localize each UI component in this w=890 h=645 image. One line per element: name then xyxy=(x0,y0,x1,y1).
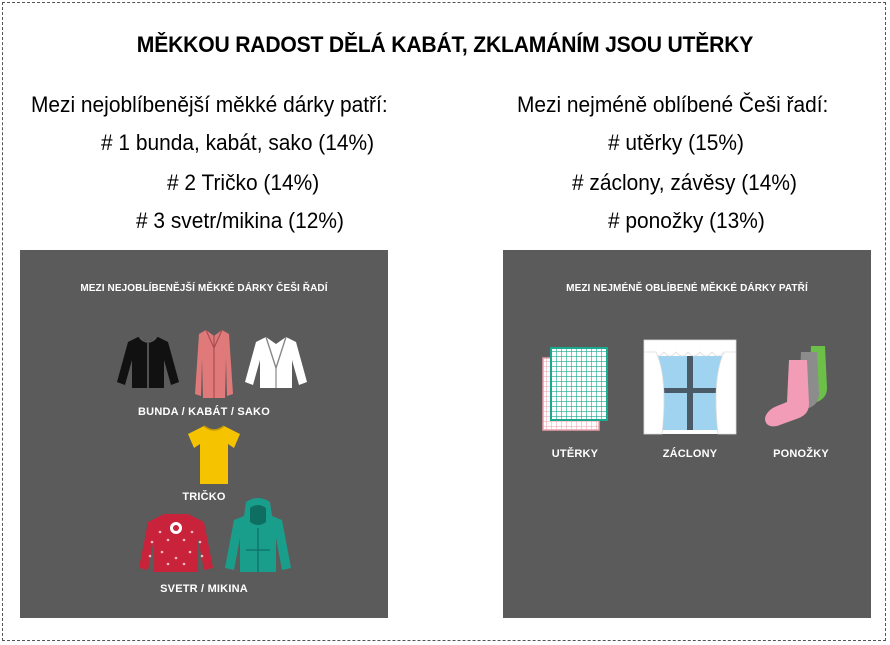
left-heading: Mezi nejoblíbenější měkké dárky patří: xyxy=(31,92,388,117)
right-item-1: # utěrky (15%) xyxy=(608,130,744,155)
right-heading: Mezi nejméně oblíbené Češi řadí: xyxy=(517,92,829,117)
jacket-icon xyxy=(116,334,180,390)
left-caption-2: TRIČKO xyxy=(182,491,226,503)
right-caption-2: ZÁCLONY xyxy=(662,448,718,460)
left-caption-3: SVETR / MIKINA xyxy=(160,583,248,595)
right-infographic-panel xyxy=(503,250,871,618)
towel-icon xyxy=(541,346,609,432)
page-title: MĚKKOU RADOST DĚLÁ KABÁT, ZKLAMÁNÍM JSOU UTĚRKY xyxy=(136,32,754,57)
blazer-icon xyxy=(244,334,308,390)
left-item-3: # 3 svetr/mikina (12%) xyxy=(136,208,344,233)
right-item-2: # záclony, závěsy (14%) xyxy=(572,170,797,195)
right-item-3: # ponožky (13%) xyxy=(608,208,765,233)
socks-icon xyxy=(761,344,837,428)
right-caption-3: PONOŽKY xyxy=(773,448,829,460)
tshirt-icon xyxy=(186,424,242,486)
right-caption-1: UTĚRKY xyxy=(551,448,599,460)
left-infographic-panel xyxy=(20,250,388,618)
coat-icon xyxy=(194,328,234,400)
curtain-window-icon xyxy=(642,338,738,436)
left-caption-1: BUNDA / KABÁT / SAKO xyxy=(138,406,270,418)
left-item-1: # 1 bunda, kabát, sako (14%) xyxy=(101,130,375,155)
left-item-2: # 2 Tričko (14%) xyxy=(167,170,320,195)
hoodie-icon xyxy=(224,498,292,574)
right-panel-title: MEZI NEJMÉNĚ OBLÍBENÉ MĚKKÉ DÁRKY PATŘÍ xyxy=(566,283,808,294)
sweater-icon xyxy=(138,512,214,574)
left-panel-title: MEZI NEJOBLÍBENĚJŠÍ MĚKKÉ DÁRKY ČEŠI ŘADÍ xyxy=(80,283,328,294)
